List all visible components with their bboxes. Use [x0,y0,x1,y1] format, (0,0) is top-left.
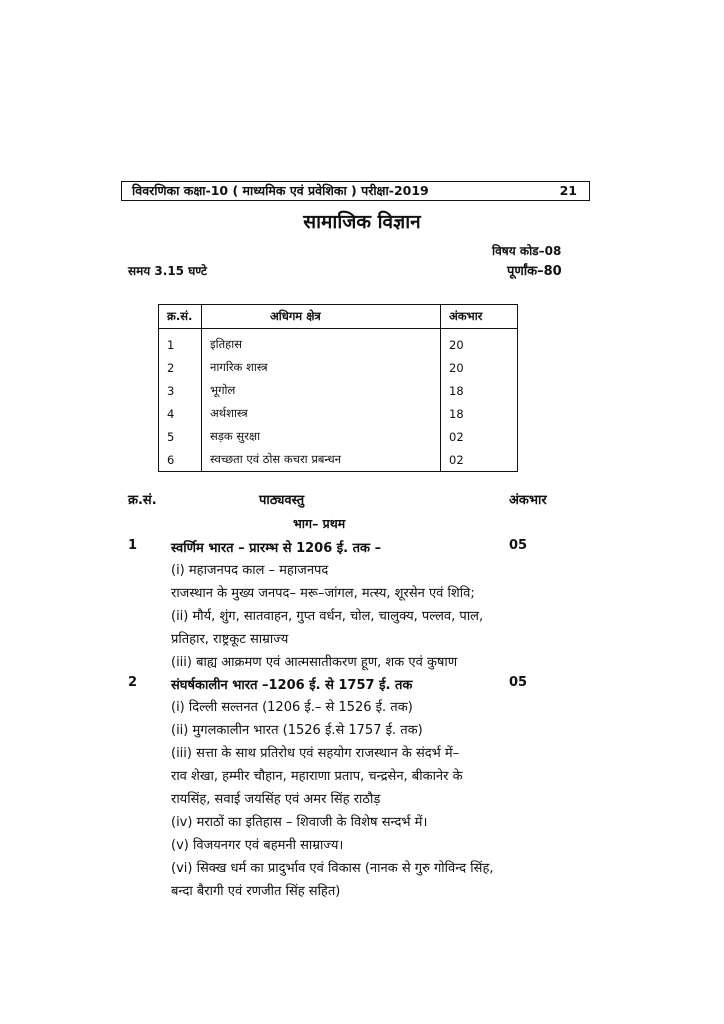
table-header-marks: अंकभार [441,305,518,329]
unit-line: रायसिंह, सवाई जयसिंह एवं अमर सिंह राठौड़ [171,792,381,807]
unit-line: (v) विजयनगर एवं बहमनी साम्राज्य। [171,838,344,853]
row-serial: 4 [159,402,202,425]
unit-line: (i) महाजनपद काल – महाजनपद [171,563,329,578]
row-marks: 20 [441,329,518,357]
unit-line: राजस्थान के मुख्य जनपद– मरू–जांगल, मत्स्य, शूरसेन एवं शिवि; [171,586,475,601]
unit-line: प्रतिहार, राष्ट्रकूट साम्राज्य [171,632,289,647]
table-row [159,379,518,402]
unit-line: (i) दिल्ली सल्तनत (1206 ई.– से 1526 ई. तक) [171,700,413,715]
unit-line: (iii) बाह्य आक्रमण एवं आत्मसातीकरण हूण, शक एवं कुषाण [171,655,458,670]
part-heading: भाग– प्रथम [293,516,346,531]
row-serial: 1 [159,329,202,357]
row-serial: 2 [159,356,202,379]
table-header-area: अधिगम क्षेत्र [202,305,441,329]
unit-line: राव शेखा, हम्मीर चौहान, महाराणा प्रताप, चन्द्रसेन, बीकानेर के [171,769,463,784]
row-area: भूगोल [202,379,441,402]
table-header-row [159,305,518,329]
unit-line: (vi) सिक्ख धर्म का प्रादुर्भाव एवं विकास (नानक से गुरु गोविन्द सिंह, [171,861,494,876]
unit-line: (iv) मराठों का इतिहास – शिवाजी के विशेष सन्दर्भ में। [171,815,428,830]
unit-line: बन्दा बैरागी एवं रणजीत सिंह सहित) [171,884,341,899]
row-area: स्वच्छता एवं ठोस कचरा प्रबन्धन [202,448,441,472]
unit-line: (iii) सत्ता के साथ प्रतिरोध एवं सहयोग राजस्थान के संदर्भ में– [171,746,460,761]
unit-line: (ii) मौर्य, शुंग, सातवाहन, गुप्त वर्धन, चोल, चालुक्य, पल्लव, पाल, [171,609,484,624]
full-marks: पूर्णांक–80 [507,264,562,279]
header-title: विवरणिका कक्षा-10 ( माध्यमिक एवं प्रवेशिका ) परीक्षा-2019 [132,183,429,198]
unit-marks: 05 [509,538,528,553]
row-marks: 02 [441,448,518,472]
table-row [159,448,518,472]
table-row [159,356,518,379]
unit-title: स्वर्णिम भारत – प्रारम्भ से 1206 ई. तक – [171,541,382,556]
page-header [121,181,590,201]
syllabus-col-content: पाठ्यवस्तु [259,493,305,508]
syllabus-col-marks: अंकभार [509,493,547,508]
unit-marks: 05 [509,675,528,690]
row-marks: 18 [441,379,518,402]
subject-title: सामाजिक विज्ञान [303,211,421,233]
row-serial: 5 [159,425,202,448]
row-serial: 3 [159,379,202,402]
row-serial: 6 [159,448,202,472]
exam-time: समय 3.15 घण्टे [128,264,207,278]
row-marks: 20 [441,356,518,379]
syllabus-col-serial: क्र.सं. [128,493,157,508]
row-marks: 18 [441,402,518,425]
row-area: इतिहास [202,329,441,357]
row-area: सड़क सुरक्षा [202,425,441,448]
row-area: नागरिक शास्त्र [202,356,441,379]
table-row [159,425,518,448]
unit-title: संघर्षकालीन भारत –1206 ई. से 1757 ई. तक [171,678,413,693]
table-row [159,329,518,357]
subject-code: विषय कोड–08 [492,244,562,258]
unit-number: 1 [128,538,138,553]
page-number: 21 [559,183,577,198]
table-header-serial: क्र.सं. [159,305,202,329]
unit-number: 2 [128,675,138,690]
row-area: अर्थशास्त्र [202,402,441,425]
unit-line: (ii) मुगलकालीन भारत (1526 ई.से 1757 ई. तक) [171,723,423,738]
table-row [159,402,518,425]
marks-distribution-table [158,304,518,472]
row-marks: 02 [441,425,518,448]
